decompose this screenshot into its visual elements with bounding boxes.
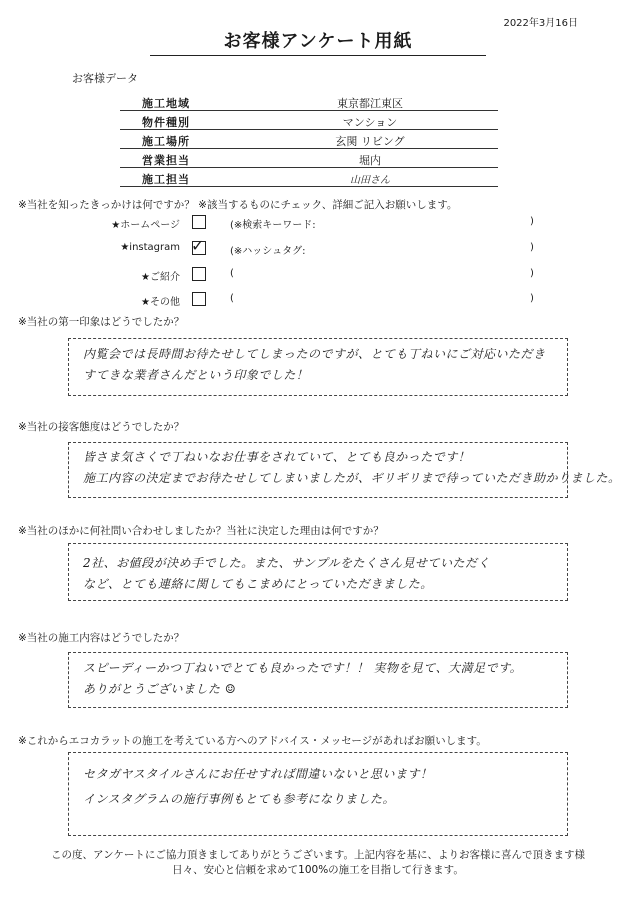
source-detail-close: ) [530, 242, 534, 253]
survey-date: 2022年3月16日 [503, 18, 578, 29]
answer-line: セタガヤスタイルさんにお任せすれば間違いないと思います！ [83, 767, 433, 781]
q1-instruction: ※該当するものにチェック、詳細ご記入お願いします。 [198, 199, 458, 211]
answer-line: スピーディーかつ丁ねいでとても良かったです！！ 実物を見て、大満足です。 [83, 661, 523, 675]
source-name: ★その他 [141, 297, 180, 308]
answer-line: 内覧会では長時間お待たせしてしまったのですが、とても丁ねいにご対応いただき [83, 347, 546, 361]
footer-line: 日々、安心と信頼を求めて100%の施工を目指して行きます。 [172, 864, 464, 876]
q2-answer-box [68, 338, 568, 396]
source-detail: (※検索キーワード: [230, 220, 316, 231]
answer-line: インスタグラムの施行事例もとても参考になりました。 [83, 792, 396, 806]
info-row-property-type [120, 111, 498, 130]
q5-question: ※当社の施工内容はどうでしたか？ [18, 632, 185, 644]
info-row-area [120, 92, 498, 111]
q6-question: ※これからエコカラットの施工を考えている方へのアドバイス・メッセージがあればお願いします。 [18, 735, 487, 747]
info-value: 堀内 [359, 154, 381, 167]
source-name: ★instagram [120, 242, 180, 253]
q3-question: ※当社の接客態度はどうでしたか？ [18, 421, 185, 433]
source-detail: (※ハッシュタグ: [230, 246, 306, 257]
source-detail-close: ) [530, 293, 534, 304]
check-mark-icon: ✓ [191, 236, 205, 255]
answer-line: すてきな業者さんだという印象でした！ [83, 368, 309, 382]
source-checkbox[interactable] [192, 292, 206, 306]
title-underline [150, 55, 486, 56]
source-detail: ( [230, 268, 234, 279]
customer-data-label: お客様データ [72, 72, 138, 85]
q1-heading [18, 197, 457, 212]
info-row-sales-rep [120, 149, 498, 168]
info-label: 物件種別 [142, 116, 190, 129]
info-label: 施工地域 [142, 97, 190, 110]
q3-answer-box [68, 442, 621, 498]
q1-question: ※当社を知ったきっかけは何ですか？ [18, 199, 195, 211]
answer-line: 2社、お値段が決め手でした。また、サンプルをたくさん見せていただく [83, 556, 491, 570]
source-checkbox-checked[interactable] [191, 236, 206, 255]
q4-question: ※当社のほかに何社問い合わせしましたか？当社に決定した理由は何ですか？ [18, 525, 384, 537]
q6-answer-box [68, 752, 568, 836]
info-value: 玄関 リビング [335, 135, 405, 148]
info-value: 東京都江東区 [337, 97, 403, 110]
source-detail-close: ) [530, 268, 534, 279]
info-value-handwritten: 山田さん [350, 175, 390, 186]
answer-line: 皆さま気さくで丁ねいなお仕事をされていて、とても良かったです！ [83, 450, 471, 464]
answer-line: ありがとうございました ☺ [83, 682, 237, 696]
source-option-instagram [20, 236, 560, 259]
info-label: 施工場所 [142, 135, 190, 148]
info-row-installer [120, 168, 498, 187]
page-title: お客様アンケート用紙 [223, 31, 413, 52]
source-checkbox[interactable] [192, 215, 206, 229]
q2-question: ※当社の第一印象はどうでしたか？ [18, 316, 185, 328]
info-label: 施工担当 [142, 173, 190, 186]
source-detail-close: ) [530, 216, 534, 227]
footer-message [0, 848, 636, 878]
q5-answer-box [68, 652, 568, 708]
info-row-location [120, 130, 498, 149]
customer-data-table [120, 92, 498, 187]
q4-answer-box [68, 543, 568, 601]
answer-line: など、とても連絡に関してもこまめにとっていただきました。 [83, 577, 433, 591]
info-label: 営業担当 [142, 154, 190, 167]
footer-line: この度、アンケートにご協力頂きましてありがとうございます。上記内容を基に、よりお客様に喜んで頂きます様 [50, 849, 586, 861]
source-detail: ( [230, 293, 234, 304]
answer-line: 施工内容の決定までお待たせしてしまいましたが、ギリギリまで待っていただき助かりました。 [83, 471, 621, 485]
source-option-homepage [20, 213, 560, 233]
source-option-referral [20, 265, 560, 285]
source-option-other [20, 290, 560, 310]
source-name: ★ご紹介 [141, 272, 180, 283]
source-checkbox[interactable] [192, 267, 206, 281]
info-value: マンション [342, 116, 398, 129]
source-name: ★ホームページ [111, 220, 180, 231]
